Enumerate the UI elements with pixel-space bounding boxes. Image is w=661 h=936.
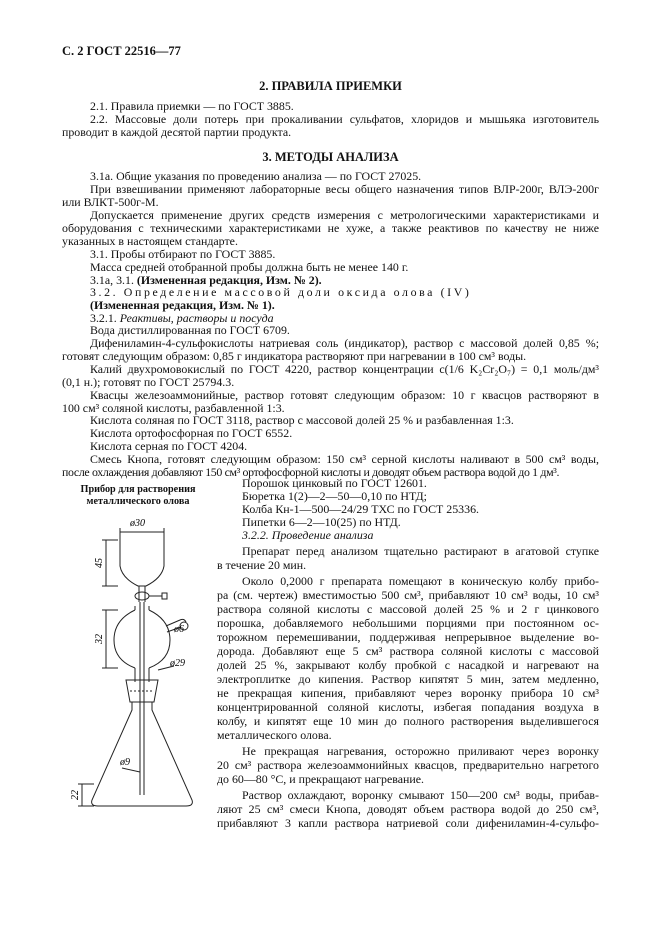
edition-2-note: (Измененная редакция, Изм. № 2).: [136, 273, 322, 287]
line-indicator-1: Дифениламин-4-сульфокислоты натриевая соль (индикатор), раствор с массовой долей 0,85 %;: [90, 336, 599, 350]
heading-3-2-1-title: Реактивы, растворы и посуда: [119, 311, 274, 325]
right-p2-l7: долей 25 %, закрывают колбу пробкой с насадкой и нагревают на: [217, 658, 599, 672]
right-p4-l1: Раствор охлаждают, воронку смывают 150—200 см³ воды, прибав-: [242, 788, 599, 802]
right-p3-l3: до 60—80 °С, и прекращают нагревание.: [217, 772, 424, 786]
right-heading-3-2-2: 3.2.2. Проведение анализа: [242, 528, 374, 542]
line-edition-1: (Измененная редакция, Изм. № 1).: [90, 298, 275, 312]
apparatus-drawing: [62, 510, 214, 820]
dim-top-diameter: ø30: [130, 518, 145, 529]
right-p2-l9: не прекращая кипения, прибавляют через воронку прибора 10 см³: [217, 686, 599, 700]
right-burette: Бюретка 1(2)—2—50—0,10 по НТД;: [242, 489, 427, 503]
figure-caption-line1: Прибор для растворения: [80, 484, 196, 495]
right-p2-l12: металлического олова.: [217, 728, 332, 742]
line-3-1a: 3.1а. Общие указания по проведению анализа — по ГОСТ 27025.: [90, 169, 422, 183]
para-2-2-line2: проводит в каждой десятой партии продукта.: [62, 125, 292, 139]
para-2-2-line1: 2.2. Массовые доли потерь при прокаливании сульфатов, хлоридов и мышьяка изготовитель: [90, 112, 599, 126]
dim-tube-diameter: ø9: [120, 757, 130, 768]
right-p2-l2: ра (см. чертеж) вместимостью 500 см³, прибавляют 10 см³ воды, 10 см³: [217, 588, 599, 602]
right-p2-l1: Около 0,2000 г препарата помещают в коническую колбу прибо-: [242, 574, 599, 588]
right-p3-l2: 20 см³ раствора железоаммонийных квасцов, предварительно нагретого: [217, 758, 599, 772]
right-p2-l11: колбу, и кипятят еще 10 мин до полного растворения выделившегося: [217, 714, 599, 728]
line-allowed-1: Допускается применение других средств измерения с метрологическими характеристиками и: [90, 208, 599, 222]
line-water: Вода дистиллированная по ГОСТ 6709.: [90, 323, 290, 337]
figure-caption-line2: металлического олова: [86, 496, 190, 507]
section-2-title: 2. ПРАВИЛА ПРИЕМКИ: [259, 79, 402, 93]
line-hcl: Кислота соляная по ГОСТ 3118, раствор с массовой долей 25 % и разбавленная 1:3.: [90, 413, 514, 427]
edition-2-ref: 3.1а, 3.1.: [90, 273, 134, 287]
dim-height-bottom: 22: [70, 790, 81, 800]
line-allowed-2: оборудования с техническими характеристиками не хуже, а также реактивов по качеству не ниже: [62, 221, 599, 235]
line-allowed-3: указанных в настоящем стандарте.: [62, 234, 238, 248]
line-alum-1: Квасцы железоаммонийные, раствор готовят следующим образом: 10 г квасцов растворяют в: [90, 388, 599, 402]
para-2-1: 2.1. Правила приемки — по ГОСТ 3885.: [90, 99, 294, 113]
right-p2-l10: концентрированной соляной кислоты, избегая попадания воздуха в: [217, 700, 599, 714]
line-3-1: 3.1. Пробы отбирают по ГОСТ 3885.: [90, 247, 276, 261]
line-h3po4: Кислота ортофосфорная по ГОСТ 6552.: [90, 426, 293, 440]
heading-3-2: 3.2. Определение массовой доли оксида олова (IV): [90, 285, 472, 299]
right-p1-l1: Препарат перед анализом тщательно растирают в агатовой ступке: [242, 544, 599, 558]
right-p1-l2: в течение 20 мин.: [217, 558, 307, 572]
right-p2-l5: торожном перемешивании, поддерживая непрерывное выделение во-: [217, 630, 599, 644]
dim-side-diameter: ø6: [174, 624, 184, 635]
right-p2-l3: раствора соляной кислоты с массовой долей 25 % и 2 г цинкового: [217, 602, 599, 616]
line-dichromate-2: (0,1 н.); готовят по ГОСТ 25794.3.: [62, 375, 235, 389]
right-p4-l3: прибавляют 3 капли раствора натриевой соли дифениламин-4-сульфо-: [217, 816, 599, 830]
line-knop-1: Смесь Кнопа, готовят следующим образом: 150 см³ серной кислоты наливают в 500 см³ воды,: [90, 452, 599, 466]
right-p4-l2: ляют 25 см³ смеси Кнопа, доводят объем раствора водой до 250 см³,: [217, 802, 599, 816]
right-flask: Колба Кн-1—500—24/29 ТХС по ГОСТ 25336.: [242, 502, 479, 516]
line-weighing-2: или ВЛКТ-500г-М.: [62, 195, 159, 209]
right-pipettes: Пипетки 6—2—10(25) по НТД.: [242, 515, 401, 529]
right-p3-l1: Не прекращая нагревания, осторожно приливают через воронку: [242, 744, 599, 758]
heading-3-2-1-num: 3.2.1.: [90, 311, 117, 325]
line-mass: Масса средней отобранной пробы должна быть не менее 140 г.: [90, 260, 409, 274]
line-h2so4: Кислота серная по ГОСТ 4204.: [90, 439, 248, 453]
dim-height-mid: 32: [94, 634, 105, 644]
line-alum-2: 100 см³ соляной кислоты, разбавленной 1:3.: [62, 401, 285, 415]
dim-mid-diameter: ø29: [170, 658, 185, 669]
right-p2-l8: электроплитке до кипения. Раствор кипятят 5 мин, затем медленно,: [217, 672, 599, 686]
section-3-title: 3. МЕТОДЫ АНАЛИЗА: [262, 150, 399, 164]
right-zinc: Порошок цинковый по ГОСТ 12601.: [242, 476, 427, 490]
right-p2-l6: дорода. Добавляют еще 5 см³ раствора соляной кислоты с массовой: [217, 644, 599, 658]
page-header: С. 2 ГОСТ 22516—77: [62, 44, 181, 58]
line-dichromate-1: Калий двухромовокислый по ГОСТ 4220, раствор концентрации c(1/6 K₂Cr₂O₇) = 0,1 моль/дм³: [90, 362, 599, 376]
line-weighing: При взвешивании применяют лабораторные весы общего назначения типов ВЛР-200г, ВЛЭ-200г: [90, 182, 599, 196]
right-p2-l4: порошка, добавляемого небольшими порциями при постоянном ос-: [217, 616, 599, 630]
dim-height-top: 45: [94, 558, 105, 568]
line-knop-2: после охлаждения добавляют 150 см³ ортофосфорной кислоты и доводят объем раствора водой до 1 дм³.: [62, 465, 560, 479]
line-indicator-2: готовят следующим образом: 0,85 г индикатора растворяют при нагревании в 100 см³ воды.: [62, 349, 527, 363]
